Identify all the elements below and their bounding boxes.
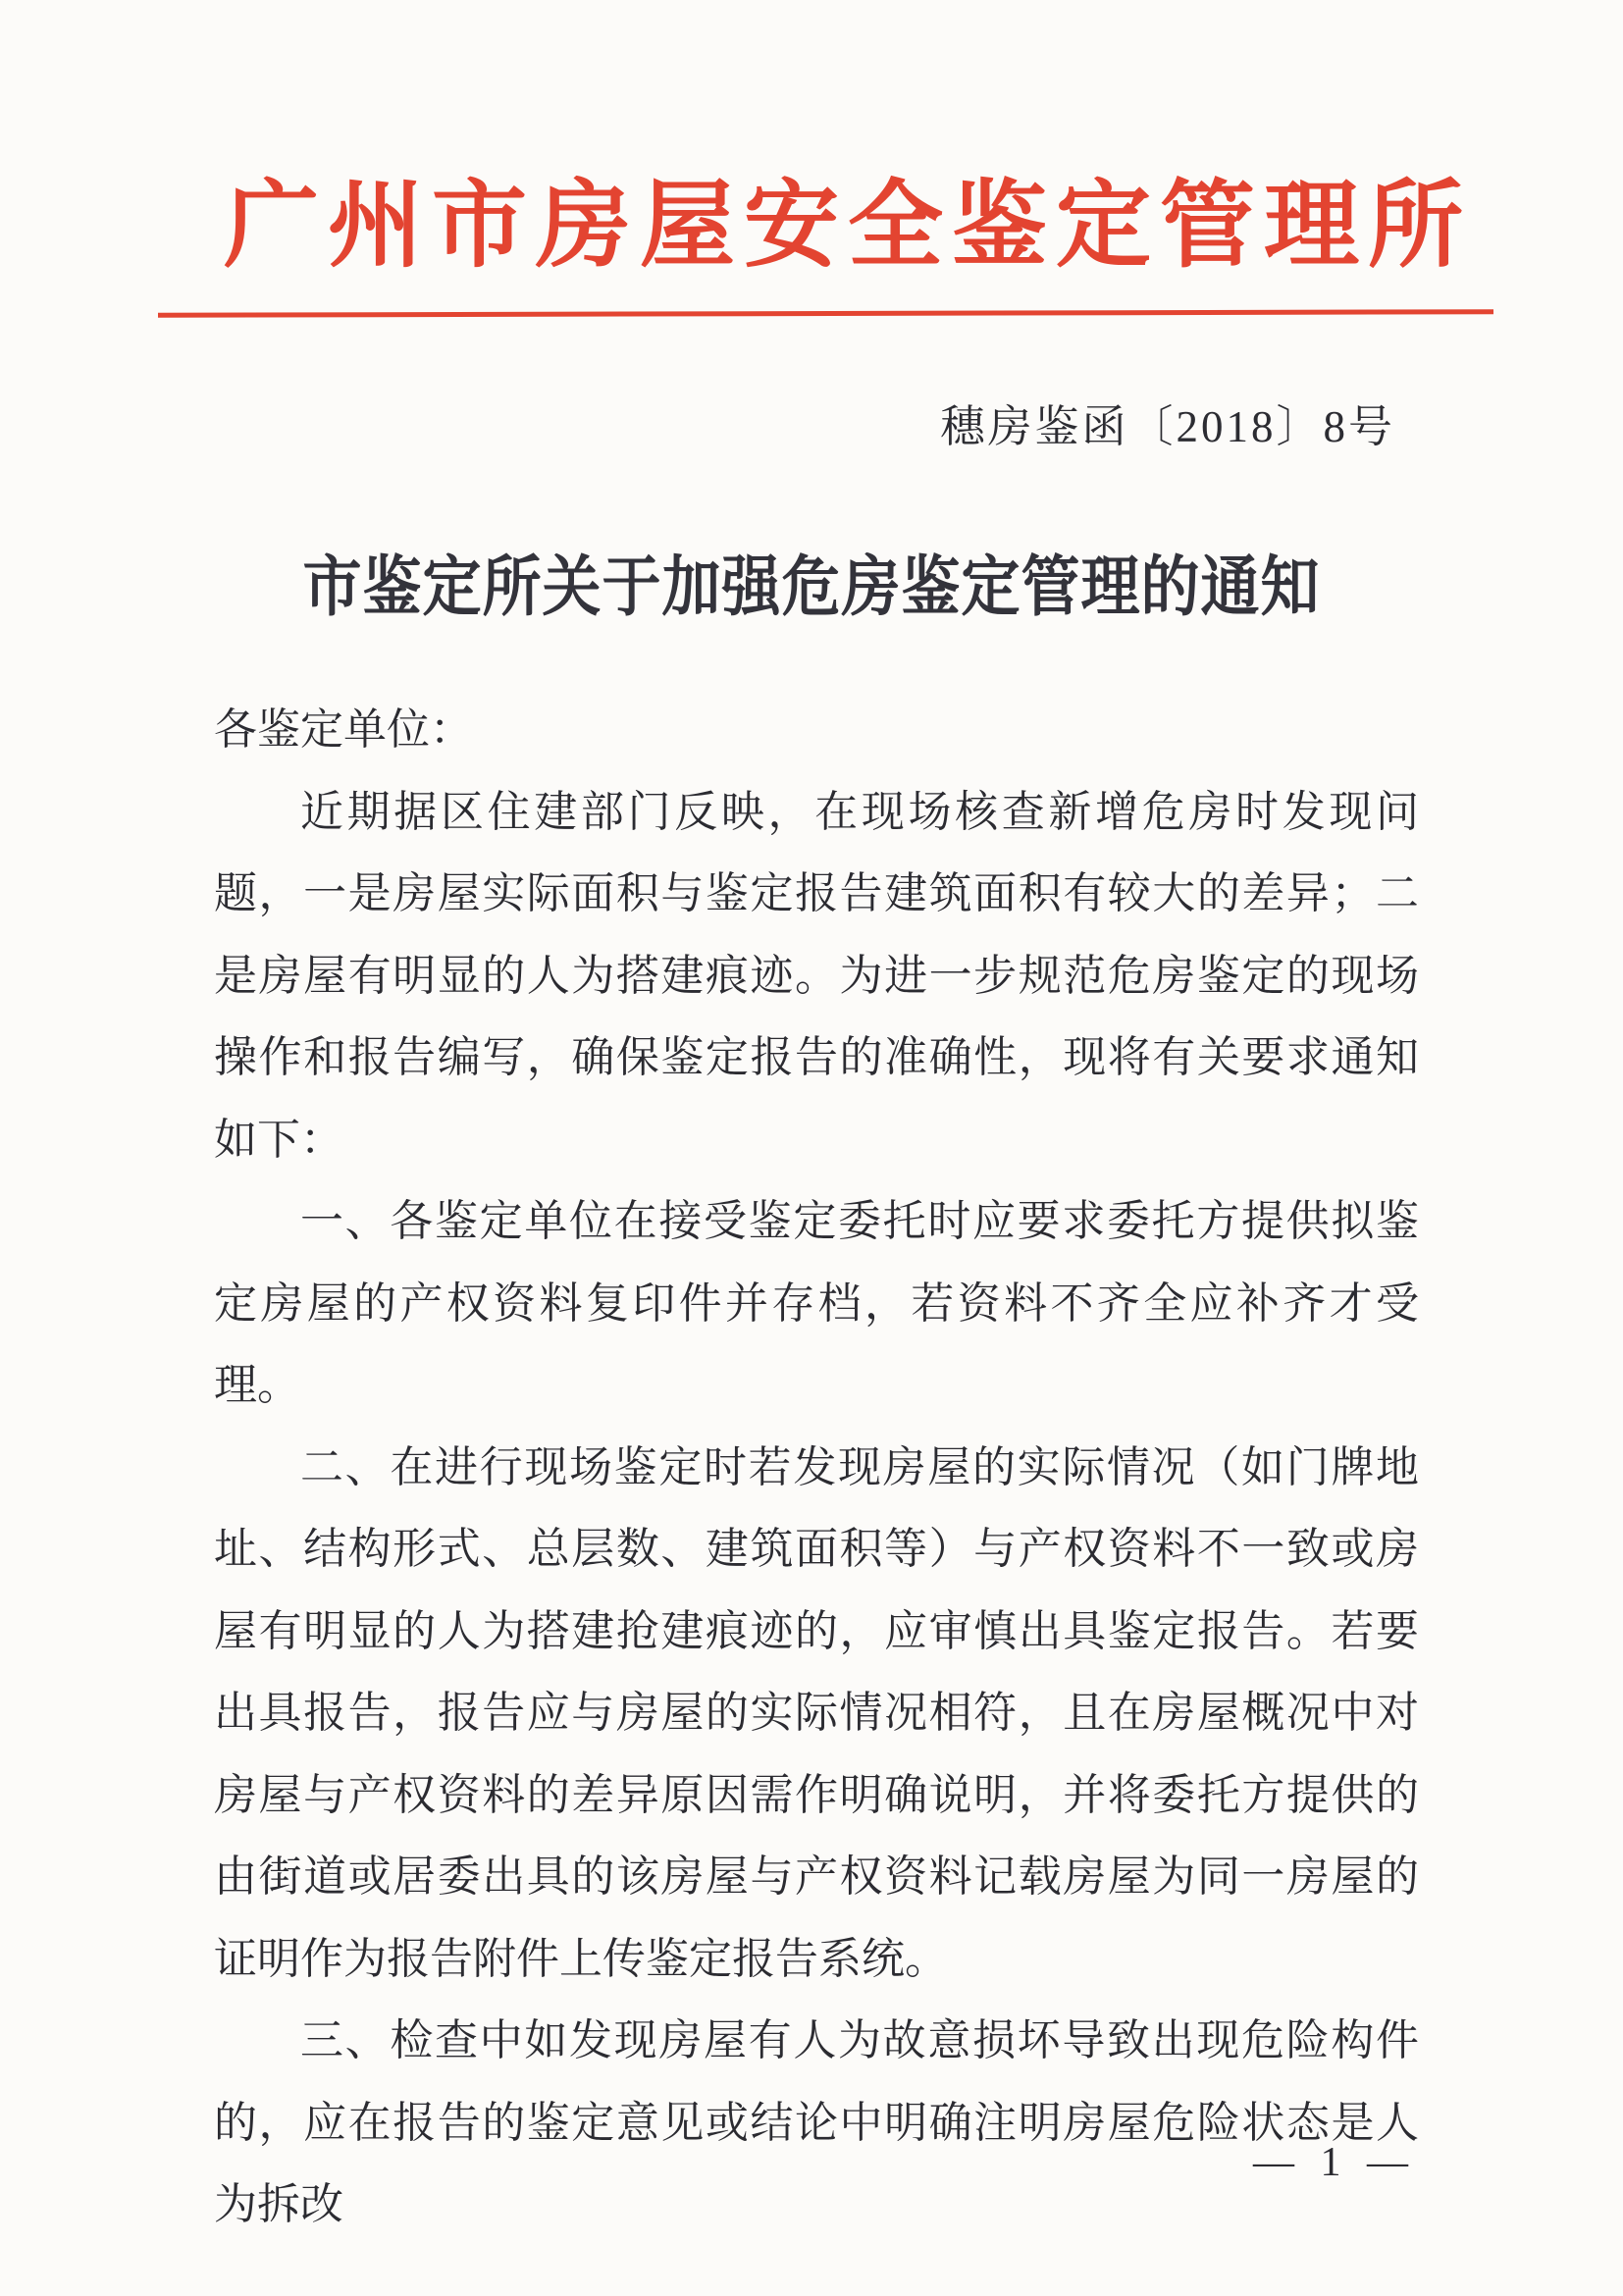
red-divider-line xyxy=(158,309,1493,318)
agency-header-title: 广州市房屋安全鉴定管理所 xyxy=(224,174,1472,279)
page-number: — 1 — xyxy=(1253,2140,1416,2185)
body-paragraph-4: 三、检查中如发现房屋有人为故意损坏导致出现危险构件的，应在报告的鉴定意见或结论中明确注明房屋危险状态是人为拆改 xyxy=(214,2016,1419,2228)
document-body xyxy=(214,689,1419,2246)
salutation: 各鉴定单位： xyxy=(214,705,473,754)
document-number: 穗房鉴函〔2018〕8号 xyxy=(940,402,1395,451)
notice-title-row xyxy=(0,535,1623,624)
body-paragraph-1: 近期据区住建部门反映，在现场核查新增危房时发现问题，一是房屋实际面积与鉴定报告建筑面积有较大的差异；二是房屋有明显的人为搭建痕迹。为进一步规范危房鉴定的现场操作和报告编写，确保鉴定报告的准确性，现将有关要求通知如下： xyxy=(214,787,1419,1164)
body-paragraph-2: 一、各鉴定单位在接受鉴定委托时应要求委托方提供拟鉴定房屋的产权资料复印件并存档，若资料不齐全应补齐才受理。 xyxy=(214,1197,1419,1409)
body-paragraph-3: 二、在进行现场鉴定时若发现房屋的实际情况（如门牌地址、结构形式、总层数、建筑面积等）与产权资料不一致或房屋有明显的人为搭建抢建痕迹的，应审慎出具鉴定报告。若要出具报告，报告应与房屋的实际情况相符，且在房屋概况中对房屋与产权资料的差异原因需作明确说明，并将委托方提供的由街道或居委出具的该房屋与产权资料记载房屋为同一房屋的证明作为报告附件上传鉴定报告系统。 xyxy=(214,1442,1419,1983)
notice-title: 市鉴定所关于加强危房鉴定管理的通知 xyxy=(302,550,1321,624)
